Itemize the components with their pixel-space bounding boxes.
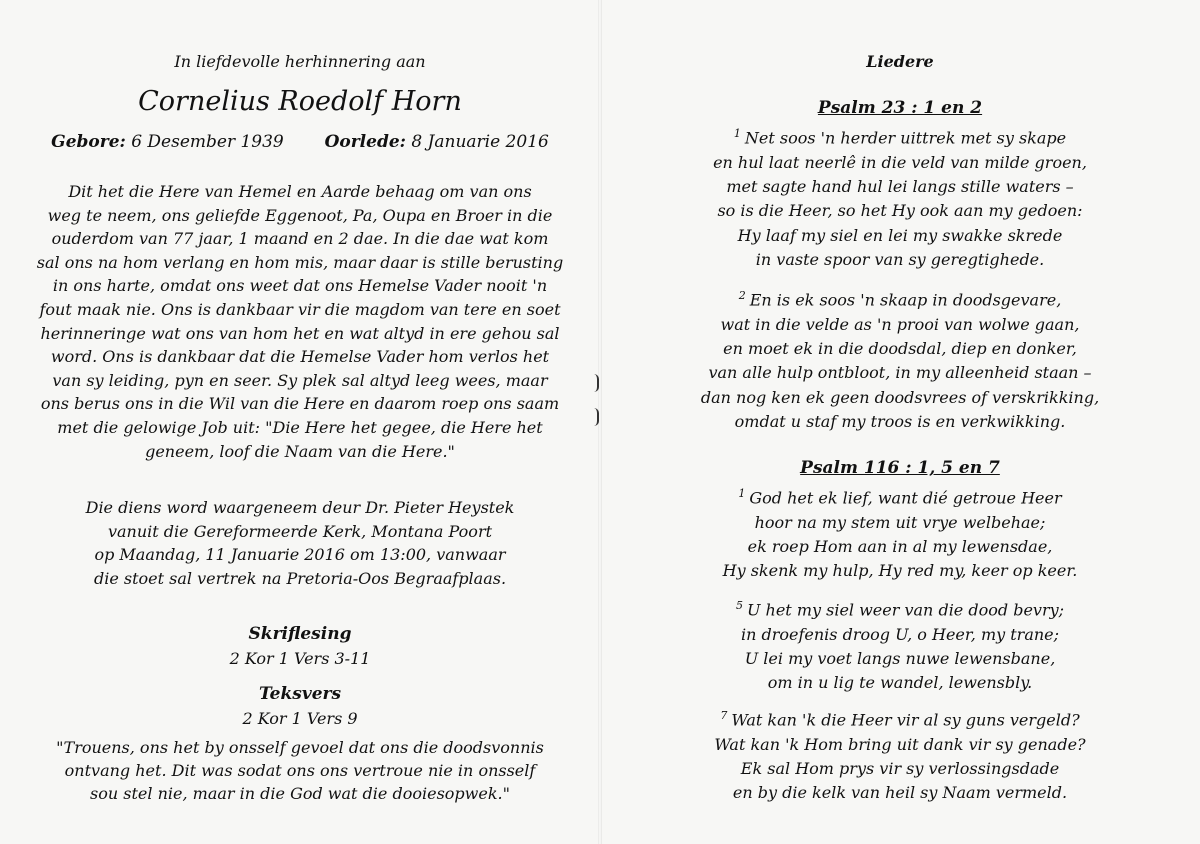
verse-line: En is ek soos 'n skaap in doodsgevare, [749, 290, 1062, 310]
verse-line: Ek sal Hom prys vir sy verlossingsdade [740, 758, 1060, 778]
obituary-line: sal ons na hom verlang en hom mis, maar daar is stille berusting [36, 252, 564, 272]
verse-number: 7 [720, 709, 728, 722]
service-line: Die diens word waargeneem deur Dr. Pieter Heystek [85, 498, 515, 517]
verse-line: Wat kan 'k Hom bring uit dank vir sy genade? [714, 734, 1086, 754]
verse-line: in vaste spoor van sy geregtighede. [755, 249, 1045, 269]
service-line: vanuit die Gereformeerde Kerk, Montana Poort [107, 521, 493, 541]
died-date: 8 Januarie 2016 [411, 132, 549, 152]
psalm-116-title: Psalm 116 : 1, 5 en 7 [800, 458, 1000, 478]
verse-line: Net soos 'n herder uittrek met sy skape [744, 128, 1067, 148]
verse-line: hoor na my stem uit vrye welbehae; [754, 512, 1046, 532]
verse-number: 1 [733, 127, 741, 140]
text-heading: Teksvers [258, 684, 342, 704]
obituary-line: geneem, loof die Naam van die Here." [145, 441, 455, 461]
verse-number: 5 [735, 599, 743, 612]
verse-line: so is die Heer, so het Hy ook aan my gedoen: [717, 201, 1083, 221]
verse-line: U het my siel weer van die dood bevry; [746, 600, 1065, 620]
psalm-116-verse-7 [600, 704, 1200, 806]
verse-number: 1 [738, 487, 746, 500]
verse-line: Hy laaf my siel en lei my swakke skrede [737, 225, 1063, 245]
dates-line [0, 132, 600, 152]
service-line: op Maandag, 11 Januarie 2016 om 13:00, vanwaar [94, 545, 506, 565]
verse-line: en by die kelk van heil sy Naam vermeld. [732, 783, 1068, 803]
verse-line: en hul laat neerlê in die veld van milde groen, [713, 152, 1087, 172]
died-label: Oorlede: [324, 132, 406, 152]
verse-line: God het ek lief, want dié getroue Heer [749, 488, 1062, 508]
obituary-line: in ons harte, omdat ons weet dat ons Hemelse Vader nooit 'n [52, 276, 548, 296]
obituary-line: ons berus ons in die Wil van die Here en daarom roep ons saam [40, 394, 560, 414]
verse-line: Wat kan 'k die Heer vir al sy guns vergeld? [731, 710, 1080, 730]
verse-line: dan nog ken ek geen doodsvrees of verskrikking, [700, 387, 1100, 407]
obituary-line: met die gelowige Job uit: "Die Here het gegee, die Here het [57, 417, 543, 437]
right-page [600, 0, 1200, 844]
obituary-line: Dit het die Here van Hemel en Aarde behaag om van ons [68, 182, 532, 201]
obituary-paragraph [0, 180, 600, 463]
songs-title: Liedere [866, 52, 934, 71]
bible-quote [0, 736, 600, 805]
verse-line: wat in die velde as 'n prooi van wolwe gaan, [720, 314, 1080, 334]
deceased-name: Cornelius Roedolf Horn [138, 86, 462, 117]
verse-line: ek roep Hom aan in al my lewensdae, [747, 536, 1053, 556]
obituary-line: fout maak nie. Ons is dankbaar vir die magdom van tere en soet [39, 299, 561, 319]
text-reference: 2 Kor 1 Vers 9 [242, 709, 358, 728]
service-paragraph [0, 496, 600, 590]
born-date: 6 Desember 1939 [131, 132, 284, 152]
obituary-line: herinneringe wat ons van hom het en wat altyd in ere gehou sal [40, 323, 560, 343]
obituary-line: ouderdom van 77 jaar, 1 maand en 2 dae. In die dae wat kom [51, 229, 549, 249]
quote-line: sou stel nie, maar in die God wat die dooiesopwek." [90, 784, 510, 803]
quote-line: "Trouens, ons het by onsself gevoel dat ons die doodsvonnis [56, 738, 544, 757]
verse-number: 2 [738, 289, 746, 302]
verse-line: om in u lig te wandel, lewensbly. [767, 673, 1033, 693]
verse-line: in droefenis droog U, o Heer, my trane; [740, 624, 1060, 644]
psalm-23-verse-1 [600, 122, 1200, 272]
scripture-heading: Skriflesing [248, 624, 352, 644]
verse-line: van alle hulp ontbloot, in my alleenheid staan – [708, 363, 1092, 383]
verse-line: omdat u staf my troos is en verkwikking. [734, 411, 1066, 431]
scripture-reference: 2 Kor 1 Vers 3-11 [229, 649, 371, 668]
intro-text: In liefdevolle herhinnering aan [174, 52, 426, 71]
obituary-line: van sy leiding, pyn en seer. Sy plek sal altyd leeg wees, maar [52, 370, 548, 390]
psalm-116-verse-5 [600, 594, 1200, 696]
quote-line: ontvang het. Dit was sodat ons ons vertroue nie in onsself [64, 761, 536, 780]
psalm-116-verse-1 [600, 482, 1200, 584]
obituary-line: weg te neem, ons geliefde Eggenoot, Pa, Oupa en Broer in die [47, 205, 553, 225]
verse-line: en moet ek in die doodsdal, diep en donker, [723, 338, 1077, 358]
psalm-23-title: Psalm 23 : 1 en 2 [817, 98, 983, 118]
born-label: Gebore: [51, 132, 126, 152]
service-line: die stoet sal vertrek na Pretoria-Oos Begraafplaas. [93, 568, 507, 588]
verse-line: U lei my voet langs nuwe lewensbane, [744, 648, 1056, 668]
obituary-line: word. Ons is dankbaar dat die Hemelse Vader hom verlos het [50, 347, 550, 367]
verse-line: Hy skenk my hulp, Hy red my, keer op keer. [722, 561, 1078, 581]
psalm-23-verse-2 [600, 284, 1200, 434]
verse-line: met sagte hand hul lei langs stille waters – [726, 176, 1074, 196]
